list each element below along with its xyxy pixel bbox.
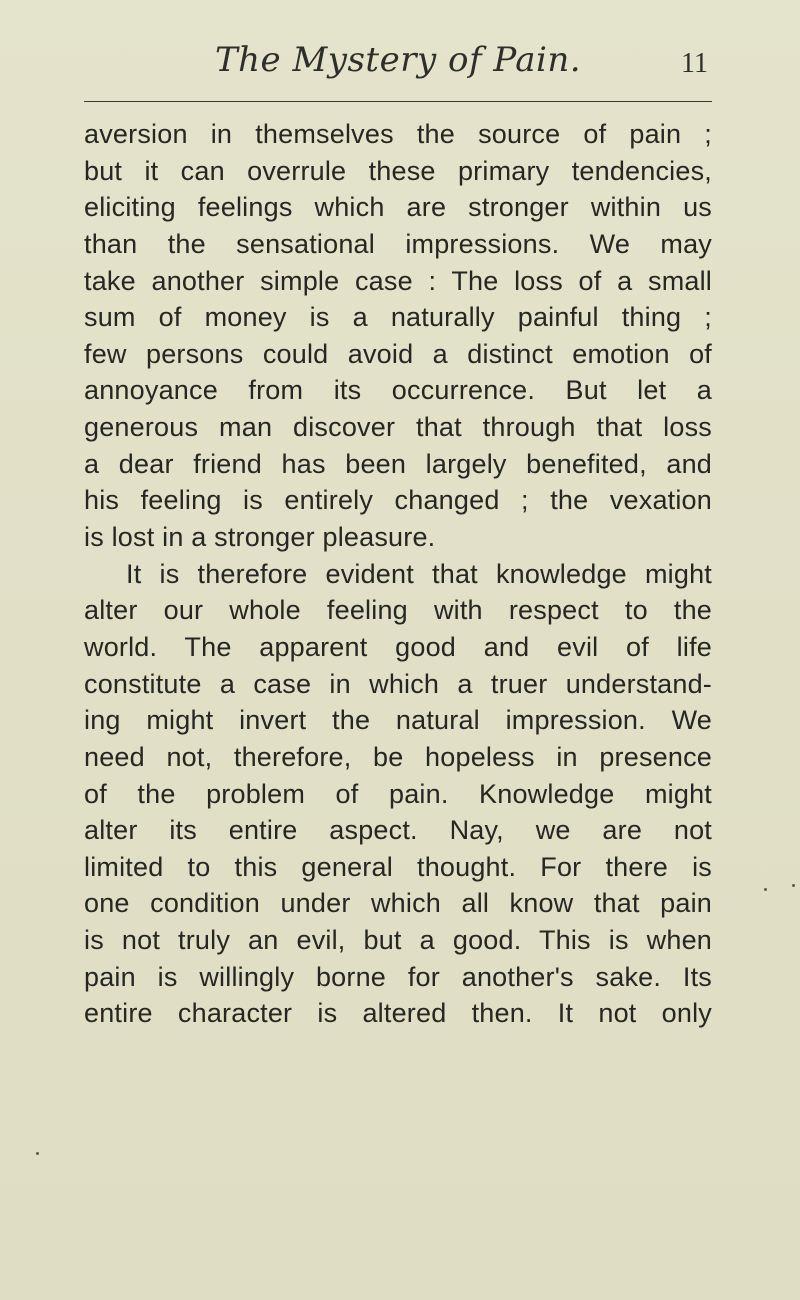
- header-rule: [84, 101, 712, 102]
- paper-speck: [36, 1152, 39, 1155]
- text-line-paragraph-end: is lost in a stronger pleasure.: [84, 522, 436, 553]
- text-line: generous man discover that through that loss: [84, 412, 712, 443]
- text-line: sum of money is a naturally painful thing ;: [84, 302, 712, 333]
- text-line-paragraph-start: It is therefore evident that knowledge might: [126, 558, 712, 589]
- text-line: of the problem of pain. Knowledge might: [84, 778, 712, 809]
- text-line: constitute a case in which a truer understand-: [84, 668, 712, 699]
- text-line: alter our whole feeling with respect to the: [84, 595, 712, 626]
- text-line: than the sensational impressions. We may: [84, 228, 712, 259]
- paper-speck: [764, 888, 767, 891]
- text-line: a dear friend has been largely benefited, and: [84, 448, 712, 479]
- text-line: pain is willingly borne for another's sake. Its: [84, 961, 712, 992]
- text-line: annoyance from its occurrence. But let a: [84, 375, 712, 406]
- paper-speck: [792, 884, 795, 887]
- text-line: world. The apparent good and evil of life: [84, 631, 712, 662]
- text-line: eliciting feelings which are stronger within us: [84, 192, 712, 223]
- text-line: is not truly an evil, but a good. This is when: [84, 925, 712, 956]
- text-line: limited to this general thought. For there is: [84, 851, 712, 882]
- text-line: ing might invert the natural impression. We: [84, 705, 712, 736]
- text-line: aversion in themselves the source of pain ;: [84, 119, 712, 149]
- page-number: 11: [681, 48, 708, 79]
- text-line: entire character is altered then. It not only: [84, 998, 712, 1029]
- running-title: The Mystery of Pain.: [214, 40, 582, 80]
- text-line: one condition under which all know that pain: [84, 888, 712, 919]
- page-header: [84, 30, 712, 86]
- text-line: but it can overrule these primary tendencies,: [84, 155, 712, 186]
- text-line: few persons could avoid a distinct emotion of: [84, 338, 712, 369]
- text-line: his feeling is entirely changed ; the vexation: [84, 485, 712, 516]
- text-line: alter its entire aspect. Nay, we are not: [84, 815, 712, 846]
- text-line: need not, therefore, be hopeless in presence: [84, 741, 712, 772]
- body-text: [84, 116, 712, 1032]
- text-line: take another simple case : The loss of a small: [84, 265, 712, 296]
